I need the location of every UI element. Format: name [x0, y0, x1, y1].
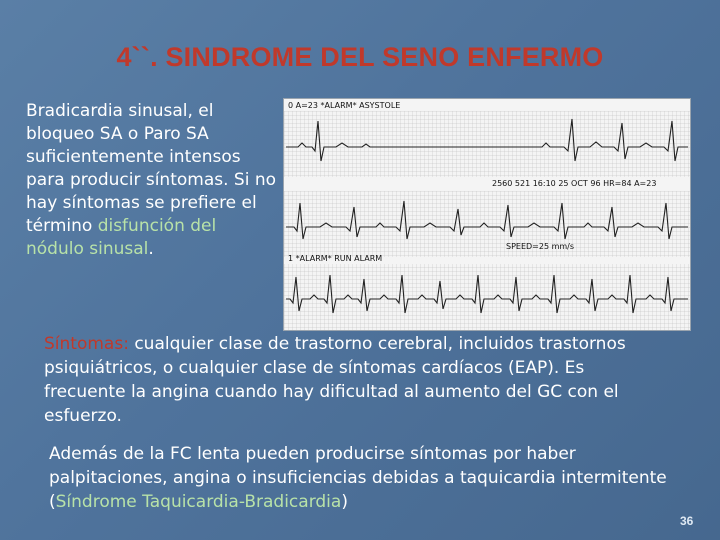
additional-end: )	[341, 492, 348, 512]
additional-highlight: Síndrome Taquicardia-Bradicardia	[55, 492, 342, 512]
intro-highlight: disfunción del nódulo sinusal	[26, 216, 217, 259]
intro-plain: Bradicardia sinusal, el bloqueo SA o Paro SA suficientemente intensos para producir síntomas. Si no hay síntomas se prefiere el término	[26, 101, 277, 236]
ecg-grid-band-1	[284, 111, 690, 177]
page-number: 36	[680, 514, 694, 528]
additional-text: Además de la FC lenta pueden producirse síntomas por haber palpitaciones, angina o insuficiencias debidas a taquicardia intermitente (	[49, 444, 667, 512]
ecg-label-mid: 2560 521 16:10 25 OCT 96 HR=84 A=23	[492, 179, 657, 188]
ecg-grid-band-2	[284, 191, 690, 257]
intro-end: .	[148, 239, 154, 259]
additional-paragraph	[49, 442, 679, 514]
intro-text	[26, 100, 276, 261]
ecg-graphic	[284, 99, 690, 330]
ecg-grid-band-3	[284, 264, 690, 330]
symptoms-paragraph	[44, 332, 664, 428]
slide-title: 4``. SINDROME DEL SENO ENFERMO	[116, 42, 604, 72]
symptoms-text: cualquier clase de trastorno cerebral, incluidos trastornos psiquiátricos, o cualquier clase de síntomas cardíacos (EAP). Es frecuente la angina cuando hay dificultad al aumento del GC con el esfuerzo.	[44, 334, 626, 426]
symptoms-label: Síntomas:	[44, 334, 129, 354]
ecg-label-bottom: 1 *ALARM* RUN ALARM	[288, 254, 383, 263]
ecg-strip	[283, 98, 691, 331]
ecg-label-speed: SPEED=25 mm/s	[506, 242, 575, 251]
ecg-label-top: 0 A=23 *ALARM* ASYSTOLE	[288, 101, 401, 110]
